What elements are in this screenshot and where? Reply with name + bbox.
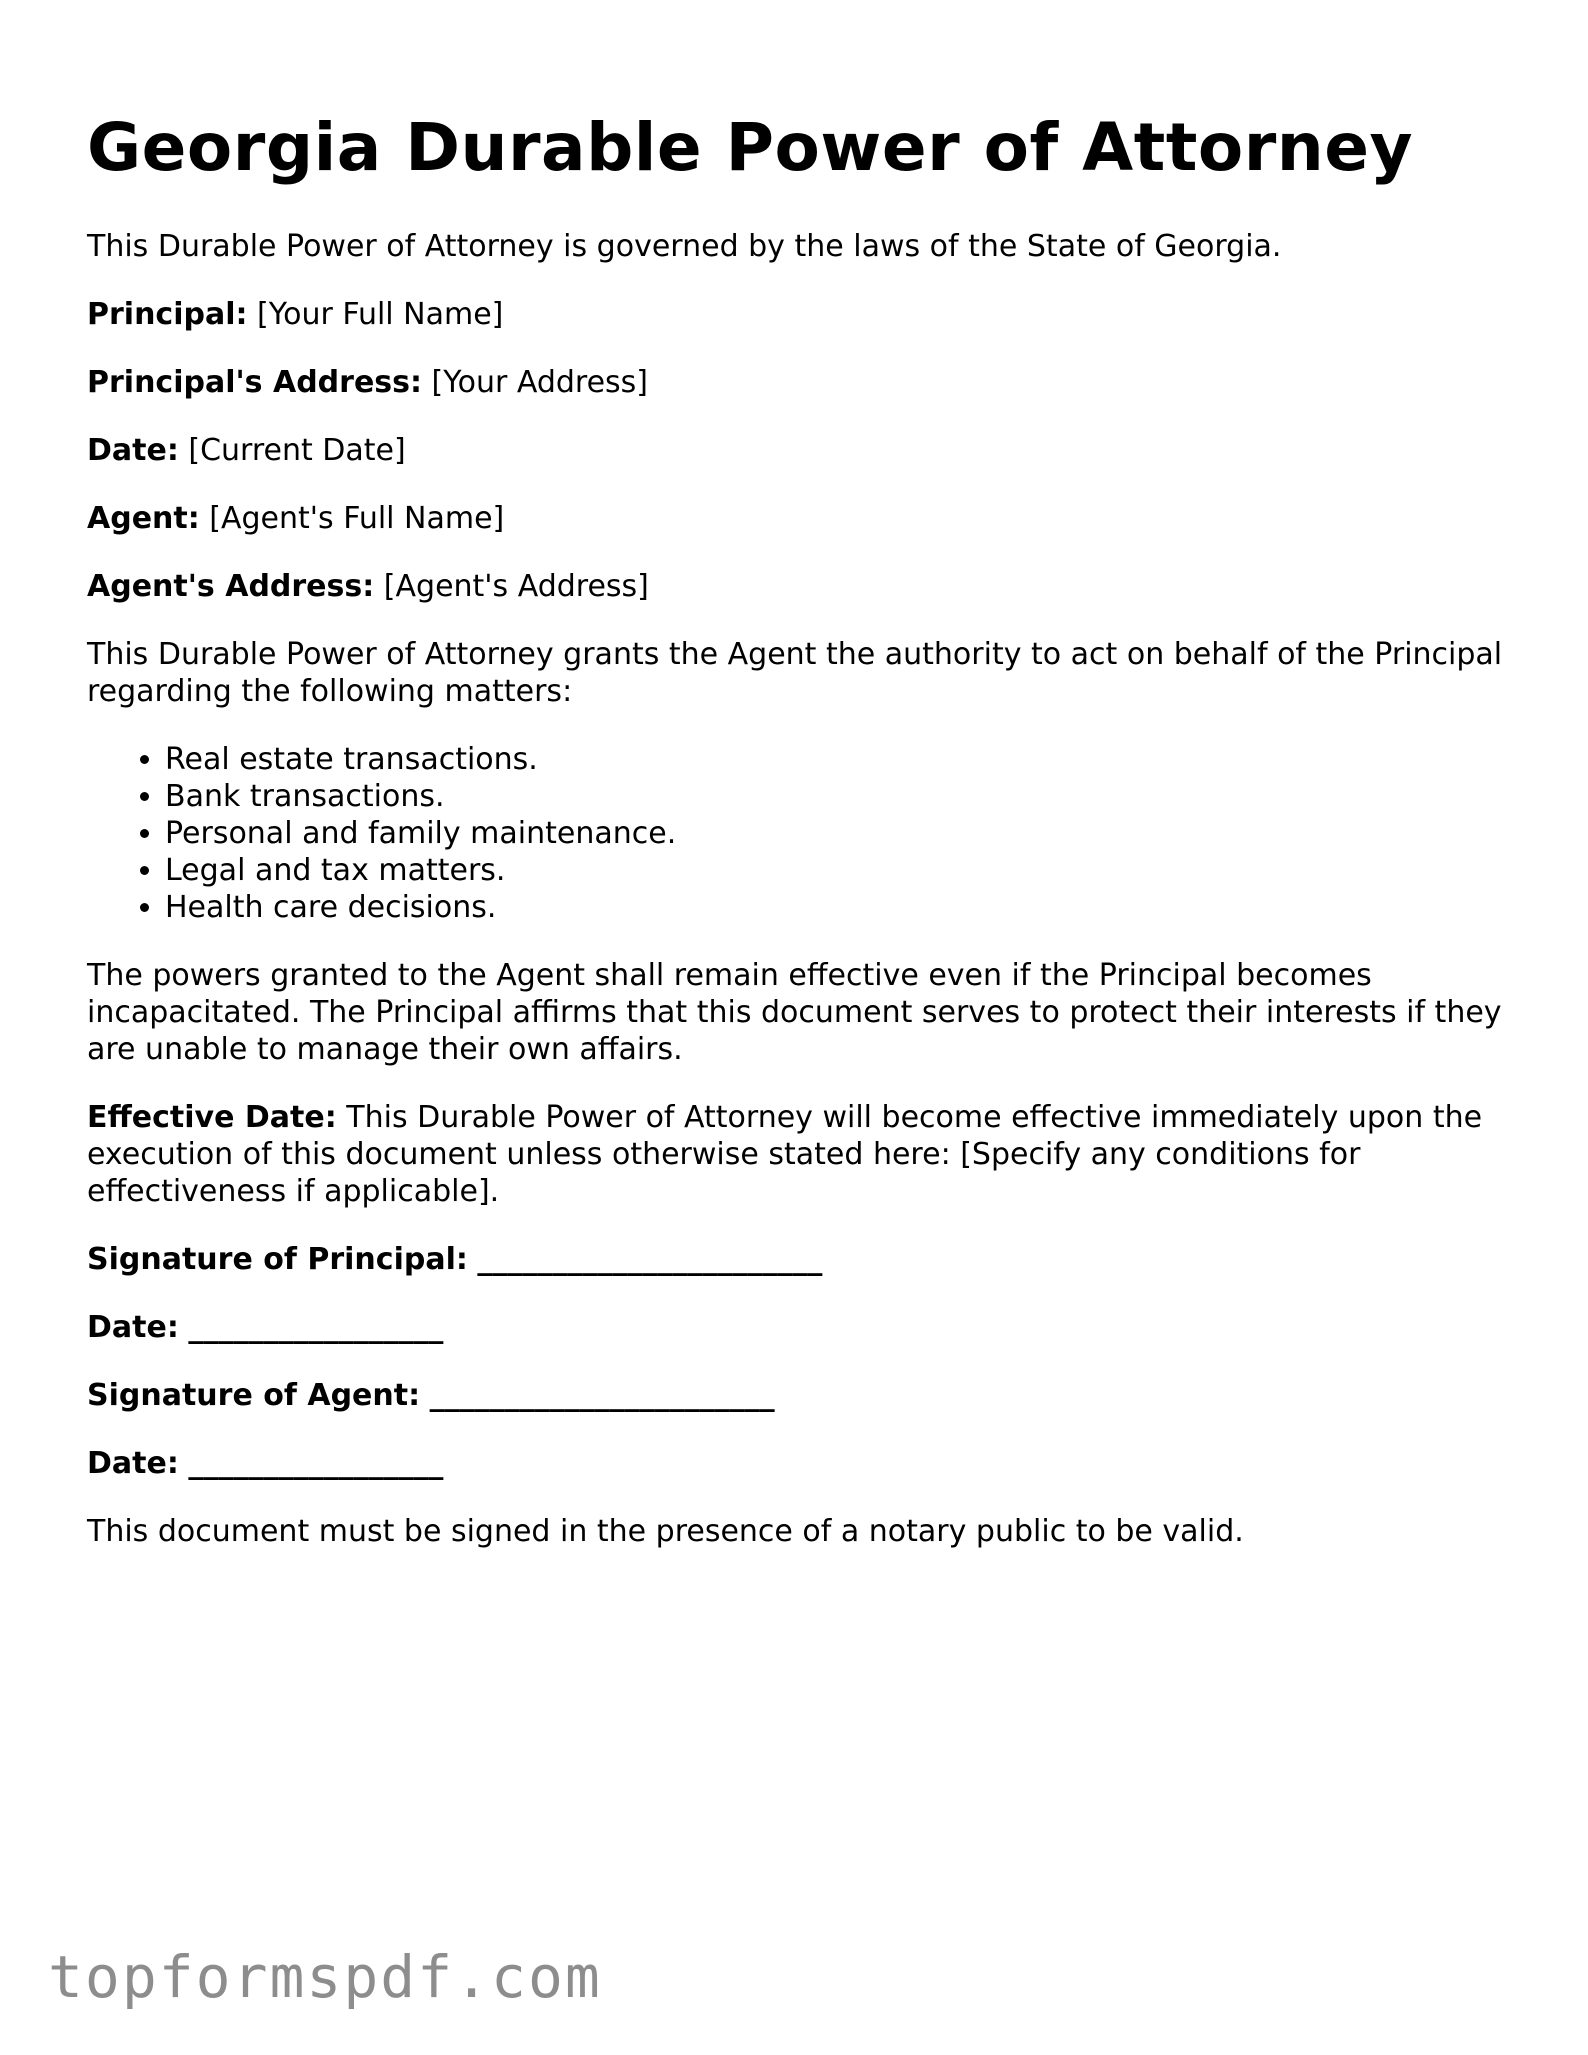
agent-date-label: Date: <box>87 1446 179 1481</box>
principal-signature-line <box>87 1241 1507 1278</box>
agent-signature-line <box>87 1377 1507 1414</box>
agent-date-line <box>87 1445 1507 1482</box>
effective-date-paragraph <box>87 1099 1507 1210</box>
list-item: • Health care decisions. <box>165 889 1507 926</box>
document-page <box>87 106 1507 1581</box>
list-item: • Personal and family maintenance. <box>165 815 1507 852</box>
agent-address-value: [Agent's Address] <box>383 569 649 604</box>
date-value: [Current Date] <box>188 433 406 468</box>
principal-label: Principal: <box>87 297 248 332</box>
principal-signature-blank[interactable]: _______________________ <box>477 1242 823 1277</box>
agent-label: Agent: <box>87 501 200 536</box>
list-item: • Legal and tax matters. <box>165 852 1507 889</box>
durability-paragraph: The powers granted to the Agent shall remain effective even if the Principal becomes incapacitated. The Principal affirms that this document serves to protect their interests if they are unable to manage their own affairs. <box>87 958 1502 1067</box>
principal-address-value: [Your Address] <box>431 365 649 400</box>
agent-signature-blank[interactable]: _______________________ <box>429 1378 775 1413</box>
page-title: Georgia Durable Power of Attorney <box>87 109 1414 186</box>
agent-address-field <box>87 568 1507 605</box>
principal-value: [Your Full Name] <box>257 297 504 332</box>
watermark-text: topformspdf.com <box>48 1943 602 2011</box>
effective-date-text: This Durable Power of Attorney will become effective immediately upon the execution of this document unless otherwise stated here: [Specify any conditions for effectiveness if applicable]. <box>87 1100 1483 1209</box>
list-item: • Real estate transactions. <box>165 741 1507 778</box>
notary-paragraph: This document must be signed in the presence of a notary public to be valid. <box>87 1514 1244 1549</box>
agent-signature-label: Signature of Agent: <box>87 1378 421 1413</box>
agent-date-blank[interactable]: _________________ <box>188 1446 444 1481</box>
intro-paragraph: This Durable Power of Attorney is governed by the laws of the State of Georgia. <box>87 229 1282 264</box>
principal-date-line <box>87 1309 1507 1346</box>
agent-address-label: Agent's Address: <box>87 569 375 604</box>
principal-address-field <box>87 364 1507 401</box>
agent-value: [Agent's Full Name] <box>209 501 505 536</box>
principal-date-label: Date: <box>87 1310 179 1345</box>
principal-date-blank[interactable]: _________________ <box>188 1310 444 1345</box>
grant-paragraph: This Durable Power of Attorney grants the Agent the authority to act on behalf of the Principal regarding the following matters: <box>87 637 1503 709</box>
principal-address-label: Principal's Address: <box>87 365 422 400</box>
principal-field <box>87 296 1507 333</box>
matters-list <box>87 741 1507 926</box>
date-label: Date: <box>87 433 179 468</box>
effective-date-label: Effective Date: <box>87 1100 337 1135</box>
principal-signature-label: Signature of Principal: <box>87 1242 468 1277</box>
list-item: • Bank transactions. <box>165 778 1507 815</box>
agent-field <box>87 500 1507 537</box>
date-field <box>87 432 1507 469</box>
